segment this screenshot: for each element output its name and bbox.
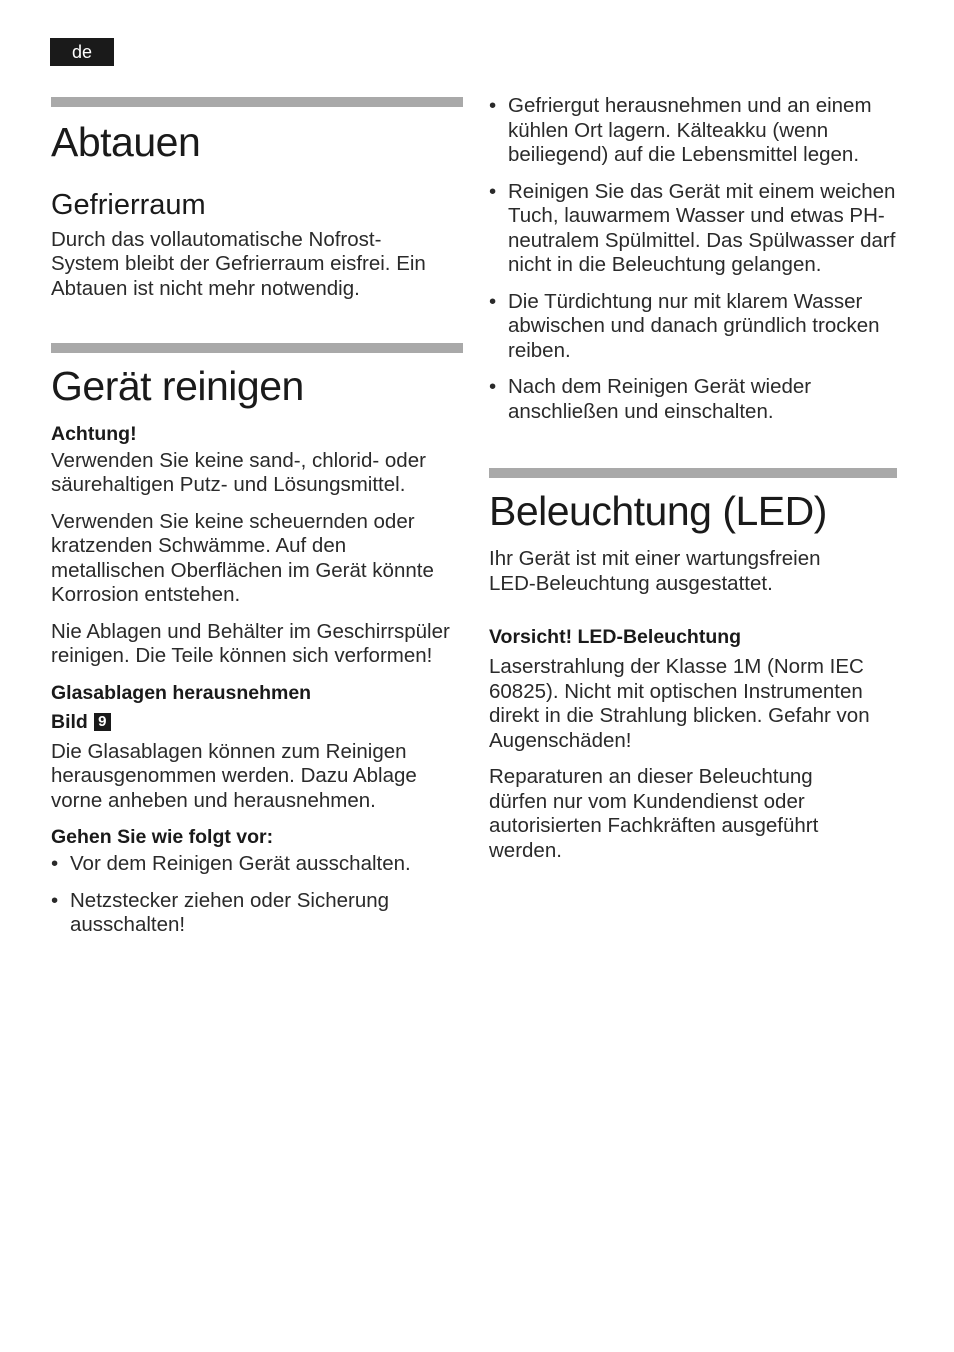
language-tag: de: [50, 38, 114, 66]
figure-number-badge: 9: [94, 713, 111, 731]
figure-label: Bild: [51, 710, 88, 733]
right-column: [489, 94, 899, 863]
list-item: • Nach dem Reinigen Gerät wieder anschließen und einschalten.: [489, 375, 868, 424]
warning-label: Vorsicht! LED-Beleuchtung: [489, 626, 742, 649]
list-item: • Gefriergut herausnehmen und an einem kühlen Ort lagern. Kälteakku (wenn beiliegend) auf die Lebensmittel legen.: [489, 94, 899, 168]
caution-label: Achtung!: [51, 422, 137, 445]
left-column: [51, 97, 463, 938]
abtauen-text: Durch das vollautomatische Nofrost-System bleibt der Gefrierraum eisfrei. Ein Abtauen ist nicht mehr notwendig.: [51, 227, 426, 300]
list-item: • Netzstecker ziehen oder Sicherung ausschalten!: [51, 889, 430, 938]
heading-beleuchtung: Beleuchtung (LED): [489, 488, 827, 534]
list-item: • Die Türdichtung nur mit klarem Wasser abwischen und danach gründlich trocken reiben.: [489, 290, 899, 364]
list-item: • Vor dem Reinigen Gerät ausschalten.: [51, 852, 463, 877]
steps-heading: Gehen Sie wie folgt vor:: [51, 826, 274, 849]
steps-list-left: [51, 852, 463, 938]
heading-geraet-reinigen: Gerät reinigen: [51, 363, 304, 410]
steps-list-right: [489, 94, 899, 424]
section-rule-abtauen: [51, 97, 463, 107]
glass-shelves-heading: Glasablagen herausnehmen: [51, 681, 312, 704]
caution-paragraph-2: Verwenden Sie keine scheuernden oder kratzenden Schwämme. Auf den metallischen Oberflächen im Gerät könnte Korrosion entstehen.: [51, 509, 434, 607]
warning-text: Laserstrahlung der Klasse 1M (Norm IEC 60825). Nicht mit optischen Instrumenten direkt in die Strahlung blicken. Gefahr von Augenschäden!: [489, 655, 870, 752]
caution-paragraph-3: Nie Ablagen und Behälter im Geschirrspüler reinigen. Die Teile können sich verformen!: [51, 619, 450, 668]
list-item: • Reinigen Sie das Gerät mit einem weichen Tuch, lauwarmem Wasser und etwas PH-neutralem Spülmittel. Das Spülwasser darf nicht in die Beleuchtung gelangen.: [489, 180, 899, 278]
glass-shelves-text: Die Glasablagen können zum Reinigen herausgenommen werden. Dazu Ablage vorne anheben und herausnehmen.: [51, 739, 417, 812]
beleuchtung-intro: Ihr Gerät ist mit einer wartungsfreien LED-Beleuchtung ausgestattet.: [489, 547, 821, 595]
heading-abtauen: Abtauen: [51, 119, 201, 165]
section-rule-beleuchtung: [489, 468, 897, 478]
caution-paragraph-1: Verwenden Sie keine sand-, chlorid- oder säurehaltigen Putz- und Lösungsmittel.: [51, 448, 426, 497]
section-rule-reinigen: [51, 343, 463, 353]
repair-text: Reparaturen an dieser Beleuchtung dürfen nur vom Kundendienst oder autorisierten Fachkräften ausgeführt werden.: [489, 765, 819, 862]
subheading-gefrierraum: Gefrierraum: [51, 189, 206, 222]
figure-reference: [51, 708, 463, 737]
